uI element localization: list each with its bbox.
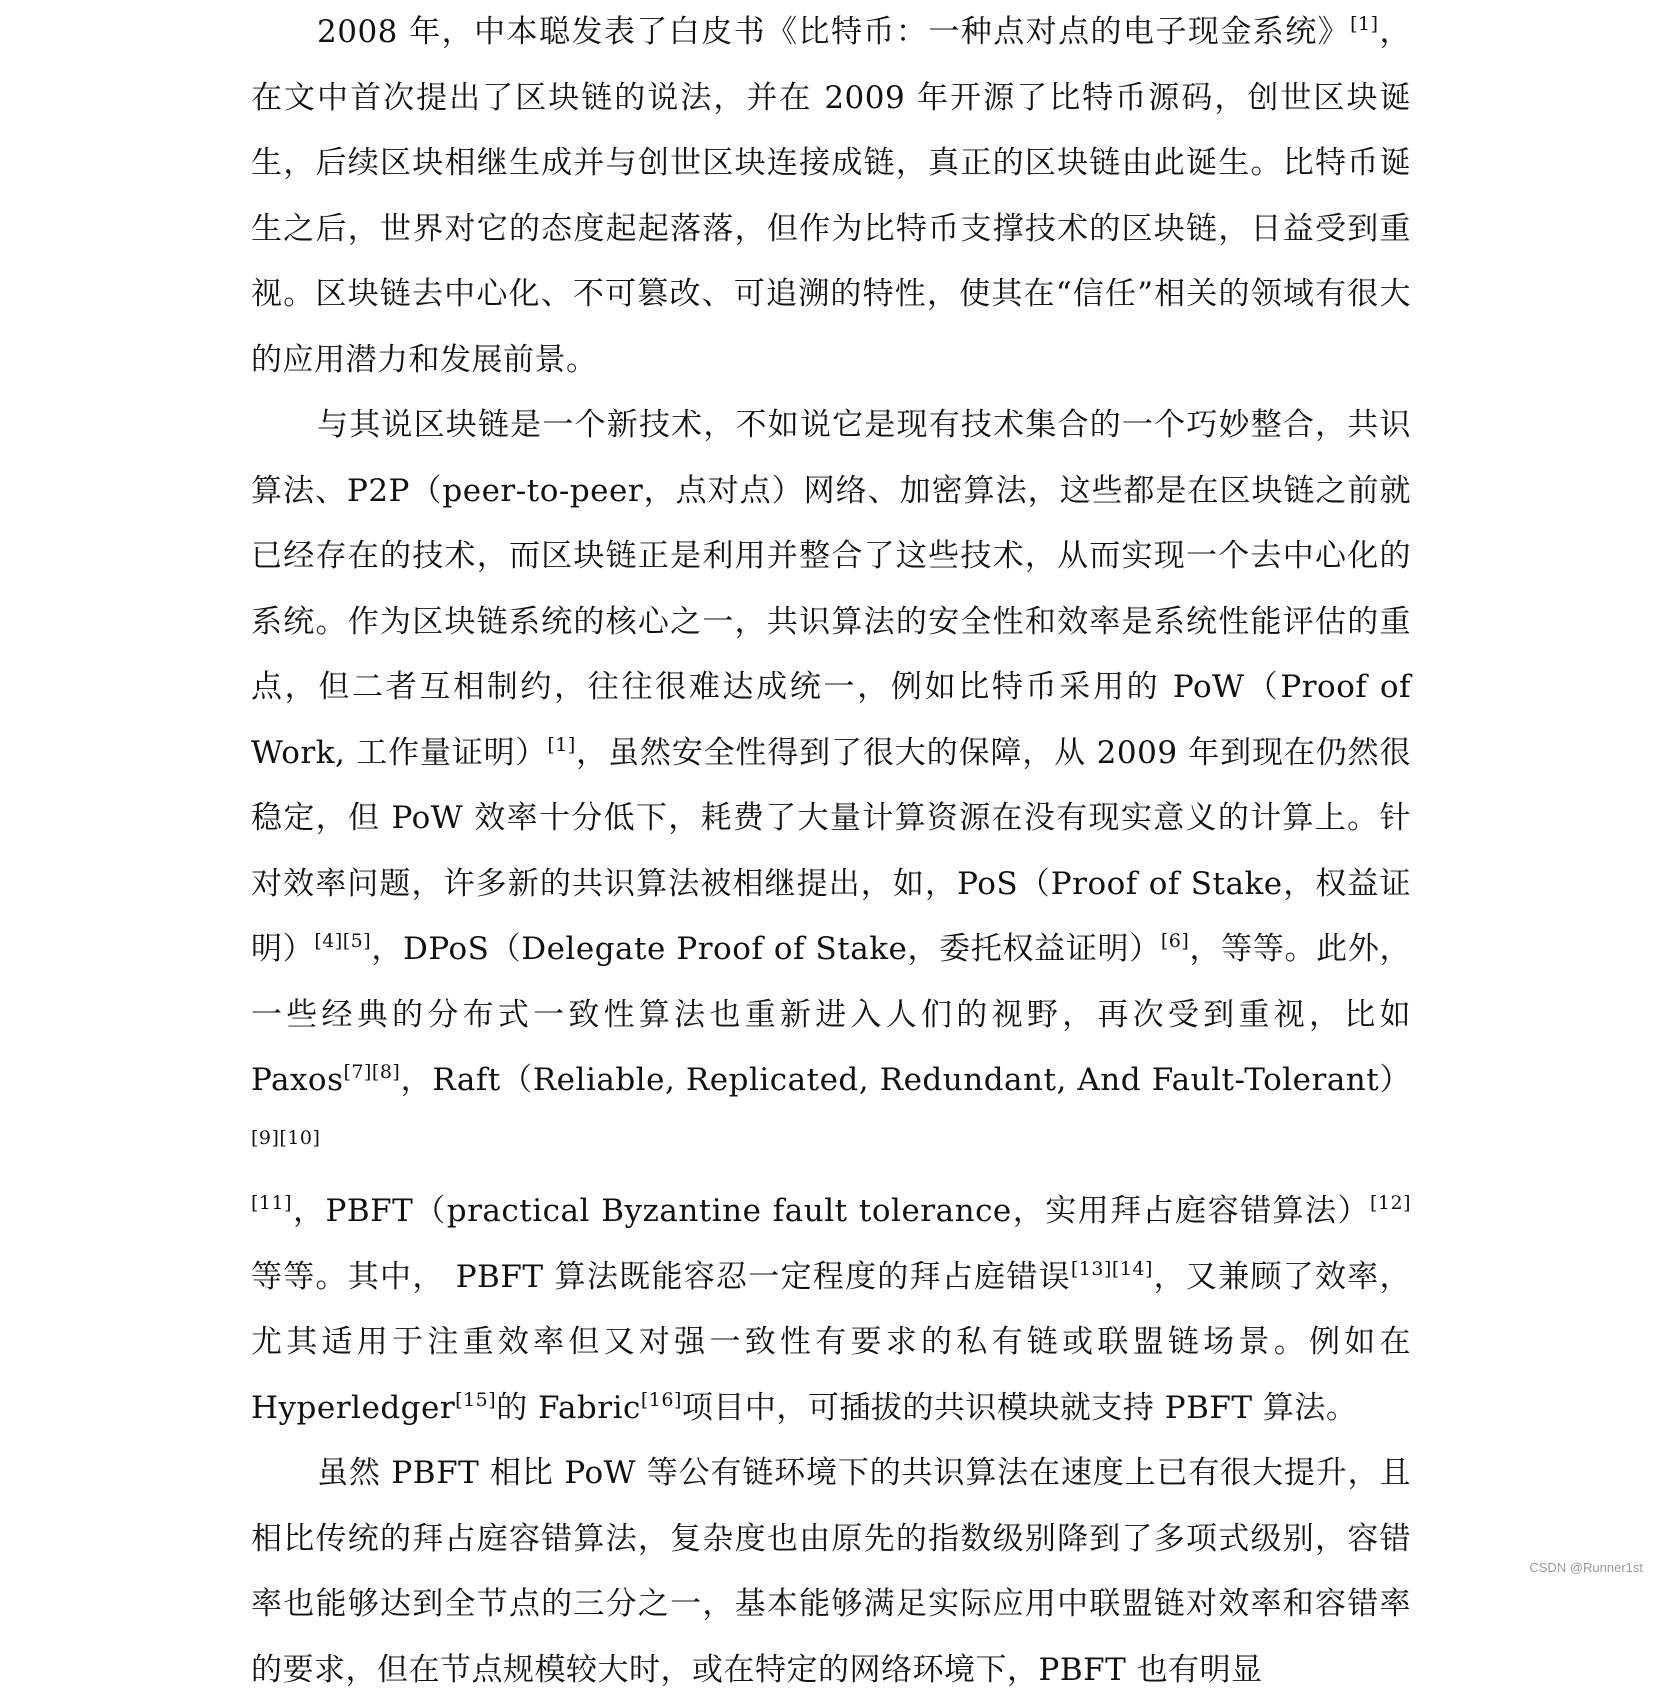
citation: [13][14] — [1070, 1257, 1153, 1280]
watermark: CSDN @Runner1st — [1529, 1560, 1643, 1575]
citation: [6] — [1160, 930, 1190, 952]
text-run: 项目中，可插拔的共识模块就支持 PBFT 算法。 — [681, 1389, 1358, 1426]
citation: [9][10][11] — [251, 1126, 321, 1214]
text-run: ，在文中首次提出了区块链的说法，并在 2009 年开源了比特币源码，创世区块诞生，后续区块相继生成并与创世区块连接成链，真正的区块链由此诞生。比特币诞生之后，世界对它的态度起起落落，但作为比特币支撑技术的区块链，日益受到重视。区块链去中心化、不可篡改、可追溯的特性，使其在“信任”相关的领域有很大的应用潜力和发展前景。 — [251, 14, 1412, 378]
paragraph-3 — [251, 1441, 1411, 1703]
citation: [4][5] — [314, 930, 372, 952]
citation: [15] — [455, 1388, 497, 1411]
text-run: ，PBFT（practical Byzantine fault tolerance，实用拜占庭容错算法） — [292, 1193, 1370, 1229]
text-run: ，DPoS（Delegate Proof of Stake，委托权益证明） — [371, 931, 1161, 967]
text-run: ，等等。此外，一些经典的分布式一致性算法也重新进入人们的视野，再次受到重视，比如 Paxos — [251, 931, 1412, 1098]
citation: [1] — [547, 733, 576, 756]
text-run: ，Raft（Reliable, Replicated, Redundant, And Fault-Tolerant） — [400, 1062, 1411, 1098]
citation: [7][8] — [343, 1061, 401, 1083]
text-run: 等等。其中， PBFT 算法既能容忍一定程度的拜占庭错误 — [251, 1258, 1071, 1295]
text-run: 2008 年，中本聪发表了白皮书《比特币：一种点对点的电子现金系统》 — [317, 14, 1351, 50]
document-body — [251, 0, 1411, 1703]
text-run: ，虽然安全性得到了很大的保障，从 2009 年到现在仍然很稳定，但 PoW 效率十分低下，耗费了大量计算资源在没有现实意义的计算上。针对效率问题，许多新的共识算法被相继提出，如，PoS（Proof of Stake，权益证明） — [251, 734, 1411, 967]
text-run: 的 Fabric — [496, 1389, 641, 1426]
text-run: 与其说区块链是一个新技术，不如说它是现有技术集合的一个巧妙整合，共识算法、P2P（peer-to-peer，点对点）网络、加密算法，这些都是在区块链之前就已经存在的技术，而区块链正是利用并整合了这些技术，从而实现一个去中心化的系统。作为区块链系统的核心之一，共识算法的安全性和效率是系统性能评估的重点，但二者互相制约，往往很难达成统一，例如比特币采用的 PoW（Proof of Work, 工作量证明） — [251, 407, 1411, 771]
citation: [12] — [1369, 1192, 1411, 1214]
citation: [16] — [640, 1388, 682, 1411]
citation: [1] — [1350, 13, 1379, 35]
paragraph-1 — [251, 0, 1411, 393]
text-run: ，又兼顾了效率，尤其适用于注重效率但又对强一致性有要求的私有链或联盟链场景。例如在 Hyperledger — [251, 1258, 1412, 1426]
paragraph-2 — [251, 393, 1411, 1441]
text-run: 虽然 PBFT 相比 PoW 等公有链环境下的共识算法在速度上已有很大提升，且相比传统的拜占庭容错算法，复杂度也由原先的指数级别降到了多项式级别，容错率也能够达到全节点的三分之一，基本能够满足实际应用中联盟链对效率和容错率的要求，但在节点规模较大时，或在特定的网络环境下，PBFT 也有明显 — [251, 1455, 1411, 1688]
